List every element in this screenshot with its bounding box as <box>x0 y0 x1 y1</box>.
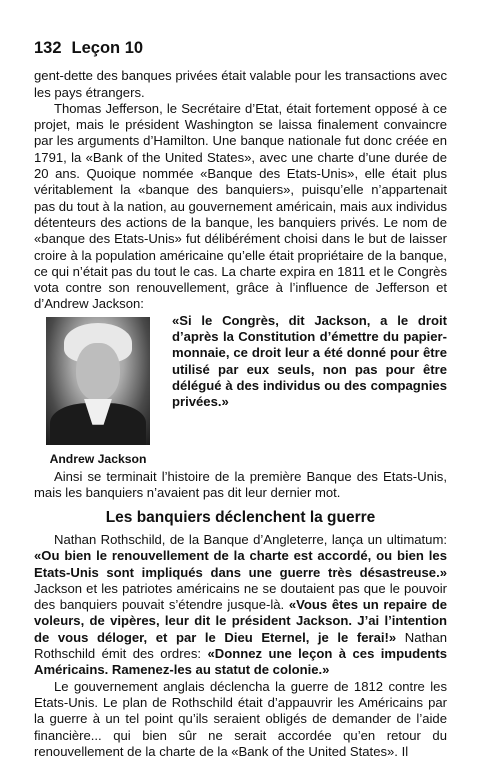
p4-bold-1: «Ou bien le renouvellement de la charte est accordé, ou bien les Etats-Unis sont impliqués dans une guerre très désastreuse.» <box>34 548 447 580</box>
paragraph-2 <box>34 101 447 313</box>
p4-bold-3: «Donnez une leçon à ces impudents Américains. Ramenez-les au statut de colonie.» <box>34 646 447 678</box>
paragraph-5: Le gouvernement anglais déclencha la guerre de 1812 contre les Etats-Unis. Le plan de Rothschild était d’appauvrir les Américains par la guerre à un tel point qu’ils seraient obligés de demander de l’aide financière... qui bien sûr ne serait accordée qu’en retour du renouvellement de la charte de la «Bank of the United States». Il <box>34 678 447 759</box>
p4-text-2: Jackson et les patriotes américains ne se doutaient pas que le pouvoir des banquiers pouvait s’étendre jusque-là. <box>34 580 447 613</box>
paragraph-4 <box>34 532 447 679</box>
paragraph-2-text: Thomas Jefferson, le Secrétaire d’Etat, était fortement opposé à ce projet, mais le président Washington se laissa finalement convaincre par les arguments d’Hamilton. Une banque nationale fut donc créée en 1791, la «Bank of the United States», avec une charte d’une durée de 20 ans. Quoique nommée «Banque des Etats-Unis», elle était plus véritablement la «banque des banquiers», puisqu’elle n’appartenait pas du tout à la nation, au gouvernement américain, mais aux individus détenteurs des actions de la banque, les banquiers privés. Le nom de «banque des Etats-Unis» fut délibérément choisi dans le but de laisser croire à la population américaine qu’elle était propriétaire de la banque, ce qui n’était pas du tout le cas. La charte expira en 1811 et le Congrès vota contre son renouvellement, grâce à l’influence de Jefferson et d’Andrew Jackson: <box>34 100 447 312</box>
p4-text-3: Nathan Rothschild émit des ordres: <box>34 629 447 662</box>
jackson-quote: «Si le Congrès, dit Jackson, a le droit d’après la Constitution d’émettre du papier-monnaie, ce droit leur a été donné pour être utilisé par eux seuls, non pas pour être délégué à des individus ou des compagnies privées.» <box>172 312 447 410</box>
lesson-title: Leçon 10 <box>71 39 144 57</box>
paragraph-1: gent-dette des banques privées était valable pour les transactions avec les pays étrangers. <box>34 68 447 100</box>
page-header <box>34 40 447 56</box>
portrait-figure <box>34 317 162 467</box>
paragraph-3: Ainsi se terminait l’histoire de la première Banque des Etats-Unis, mais les banquiers n’avaient pas dit leur dernier mot. <box>34 469 447 501</box>
p4-text-1: Nathan Rothschild, de la Banque d’Angleterre, lança un ultimatum: <box>54 531 447 547</box>
page-number: 132 <box>34 39 62 57</box>
portrait-caption: Andrew Jackson <box>49 451 147 466</box>
p4-bold-2: «Vous êtes un repaire de voleurs, de vipères, leur dit le président Jackson. J’ai l’intention de vous déloger, et par le Dieu Eternel, je le ferai!» <box>34 597 448 645</box>
section-heading: Les banquiers déclenchent la guerre <box>105 508 376 526</box>
andrew-jackson-portrait <box>46 317 150 445</box>
document-page <box>34 40 447 760</box>
